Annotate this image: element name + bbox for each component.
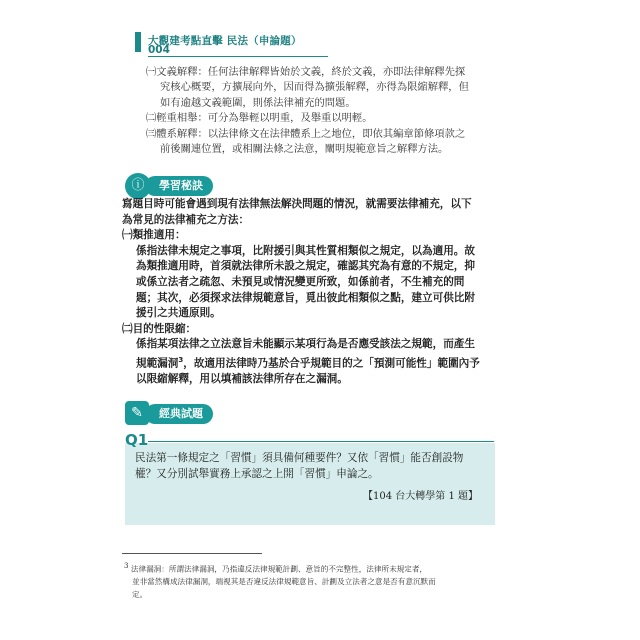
brain-icon: ⓘ bbox=[125, 173, 151, 199]
footnote-marker: 3 bbox=[178, 355, 184, 364]
lead-text: 為常見的法律補充之方法： bbox=[122, 213, 250, 226]
paragraph-line: 題；其次，必須探求法律規範意旨，覓出彼此相類似之點，建立可供比附 bbox=[136, 291, 475, 304]
footnote-mark: 3 bbox=[124, 562, 129, 570]
footnote-line bbox=[124, 560, 494, 576]
question-text bbox=[135, 450, 487, 482]
footnote-text: 法律漏洞：所謂法律漏洞，乃指違反法律規範計劃、意旨的不完整性，法律所未規定者， bbox=[130, 564, 428, 574]
study-tips-title: 學習秘訣 bbox=[145, 176, 213, 196]
text-fragment: ，故適用法律時乃基於合乎規範目的之「預測可能性」範圍內予 bbox=[183, 357, 480, 370]
classic-questions-title: 經典試題 bbox=[145, 404, 213, 424]
header-accent-bar bbox=[135, 32, 141, 52]
item-label: ㈠文義解釋： bbox=[146, 66, 208, 78]
paragraph-line: 係指某項法律之立法意旨未能顯示某項行為是否應受該法之規範，而產生 bbox=[136, 338, 475, 351]
study-tips-body bbox=[122, 197, 492, 388]
page-number: 004 bbox=[148, 44, 170, 56]
list-item bbox=[146, 127, 496, 158]
question-number: Q1 bbox=[125, 431, 149, 449]
footnote-line: 定。 bbox=[132, 589, 148, 599]
paragraph-line: 係指法律未規定之事項，比附援引與其性質相類似之規定，以為適用。故 bbox=[136, 244, 475, 257]
item-text: 前後關連位置，或相關法條之法意，闡明規範意旨之解釋方法。 bbox=[160, 143, 449, 156]
footnote-line: 並非當然構成法律漏洞，端視其是否違反法律規範意旨、計劃及立法者之意是否有意沉默而 bbox=[132, 577, 436, 587]
paragraph-line: 以限縮解釋，用以填補該法律所存在之漏洞。 bbox=[136, 373, 348, 386]
header-divider bbox=[148, 56, 328, 57]
interpretation-methods-list bbox=[146, 65, 496, 157]
item-text: 究核心概要，方擴展向外，因而得為擴張解釋，亦得為限縮解釋，但 bbox=[160, 81, 469, 94]
list-item bbox=[146, 111, 496, 126]
item-text: 以法律條文在法律體系上之地位，即依其編章節條項款之 bbox=[207, 127, 466, 140]
list-item bbox=[146, 65, 496, 111]
item-text: 如有逾越文義範圍，則係法律補充的問題。 bbox=[160, 96, 356, 109]
item-text: 任何法律解釋皆始於文義，終於文義，亦即法律解釋先探 bbox=[207, 66, 466, 78]
footnote bbox=[124, 560, 494, 601]
question-source: 【104 台大轉學第 1 題】 bbox=[363, 491, 478, 502]
paragraph-line bbox=[122, 353, 492, 372]
text-fragment: 規範漏洞 bbox=[136, 357, 179, 370]
paragraph-line: 援引之共通原則。 bbox=[136, 307, 221, 320]
pencil-icon: ✎ bbox=[125, 401, 149, 425]
item-text: 可分為舉輕以明重，及舉重以明輕。 bbox=[207, 112, 373, 125]
item-label: ㈢體系解釋： bbox=[146, 127, 208, 140]
paragraph-line: 為類推適用時，首須就法律所未設之規定，確認其究為有意的不規定，抑 bbox=[136, 260, 475, 273]
running-header-title: 大觀建考點直擊 民法（申論題） bbox=[148, 35, 302, 47]
question-rule bbox=[148, 441, 494, 442]
question-line: 權？又分別試舉實務上承認之上開「習慣」申論之。 bbox=[135, 468, 379, 480]
subsection-title: ㈠類推適用： bbox=[122, 229, 186, 242]
paragraph-line: 或係立法者之疏忽、未預見或情況變更所致，如係前者，不生補充的問 bbox=[136, 275, 465, 288]
question-line: 民法第一條規定之「習慣」須具備何種要件？又依「習慣」能否創設物 bbox=[135, 452, 464, 464]
footnote-divider bbox=[122, 553, 262, 554]
item-label: ㈡輕重相舉： bbox=[146, 112, 208, 125]
subsection-title: ㈡目的性限縮： bbox=[122, 322, 197, 335]
lead-text: 寫題目時可能會遇到現有法律無法解決問題的情況，就需要法律補充，以下 bbox=[122, 198, 472, 210]
